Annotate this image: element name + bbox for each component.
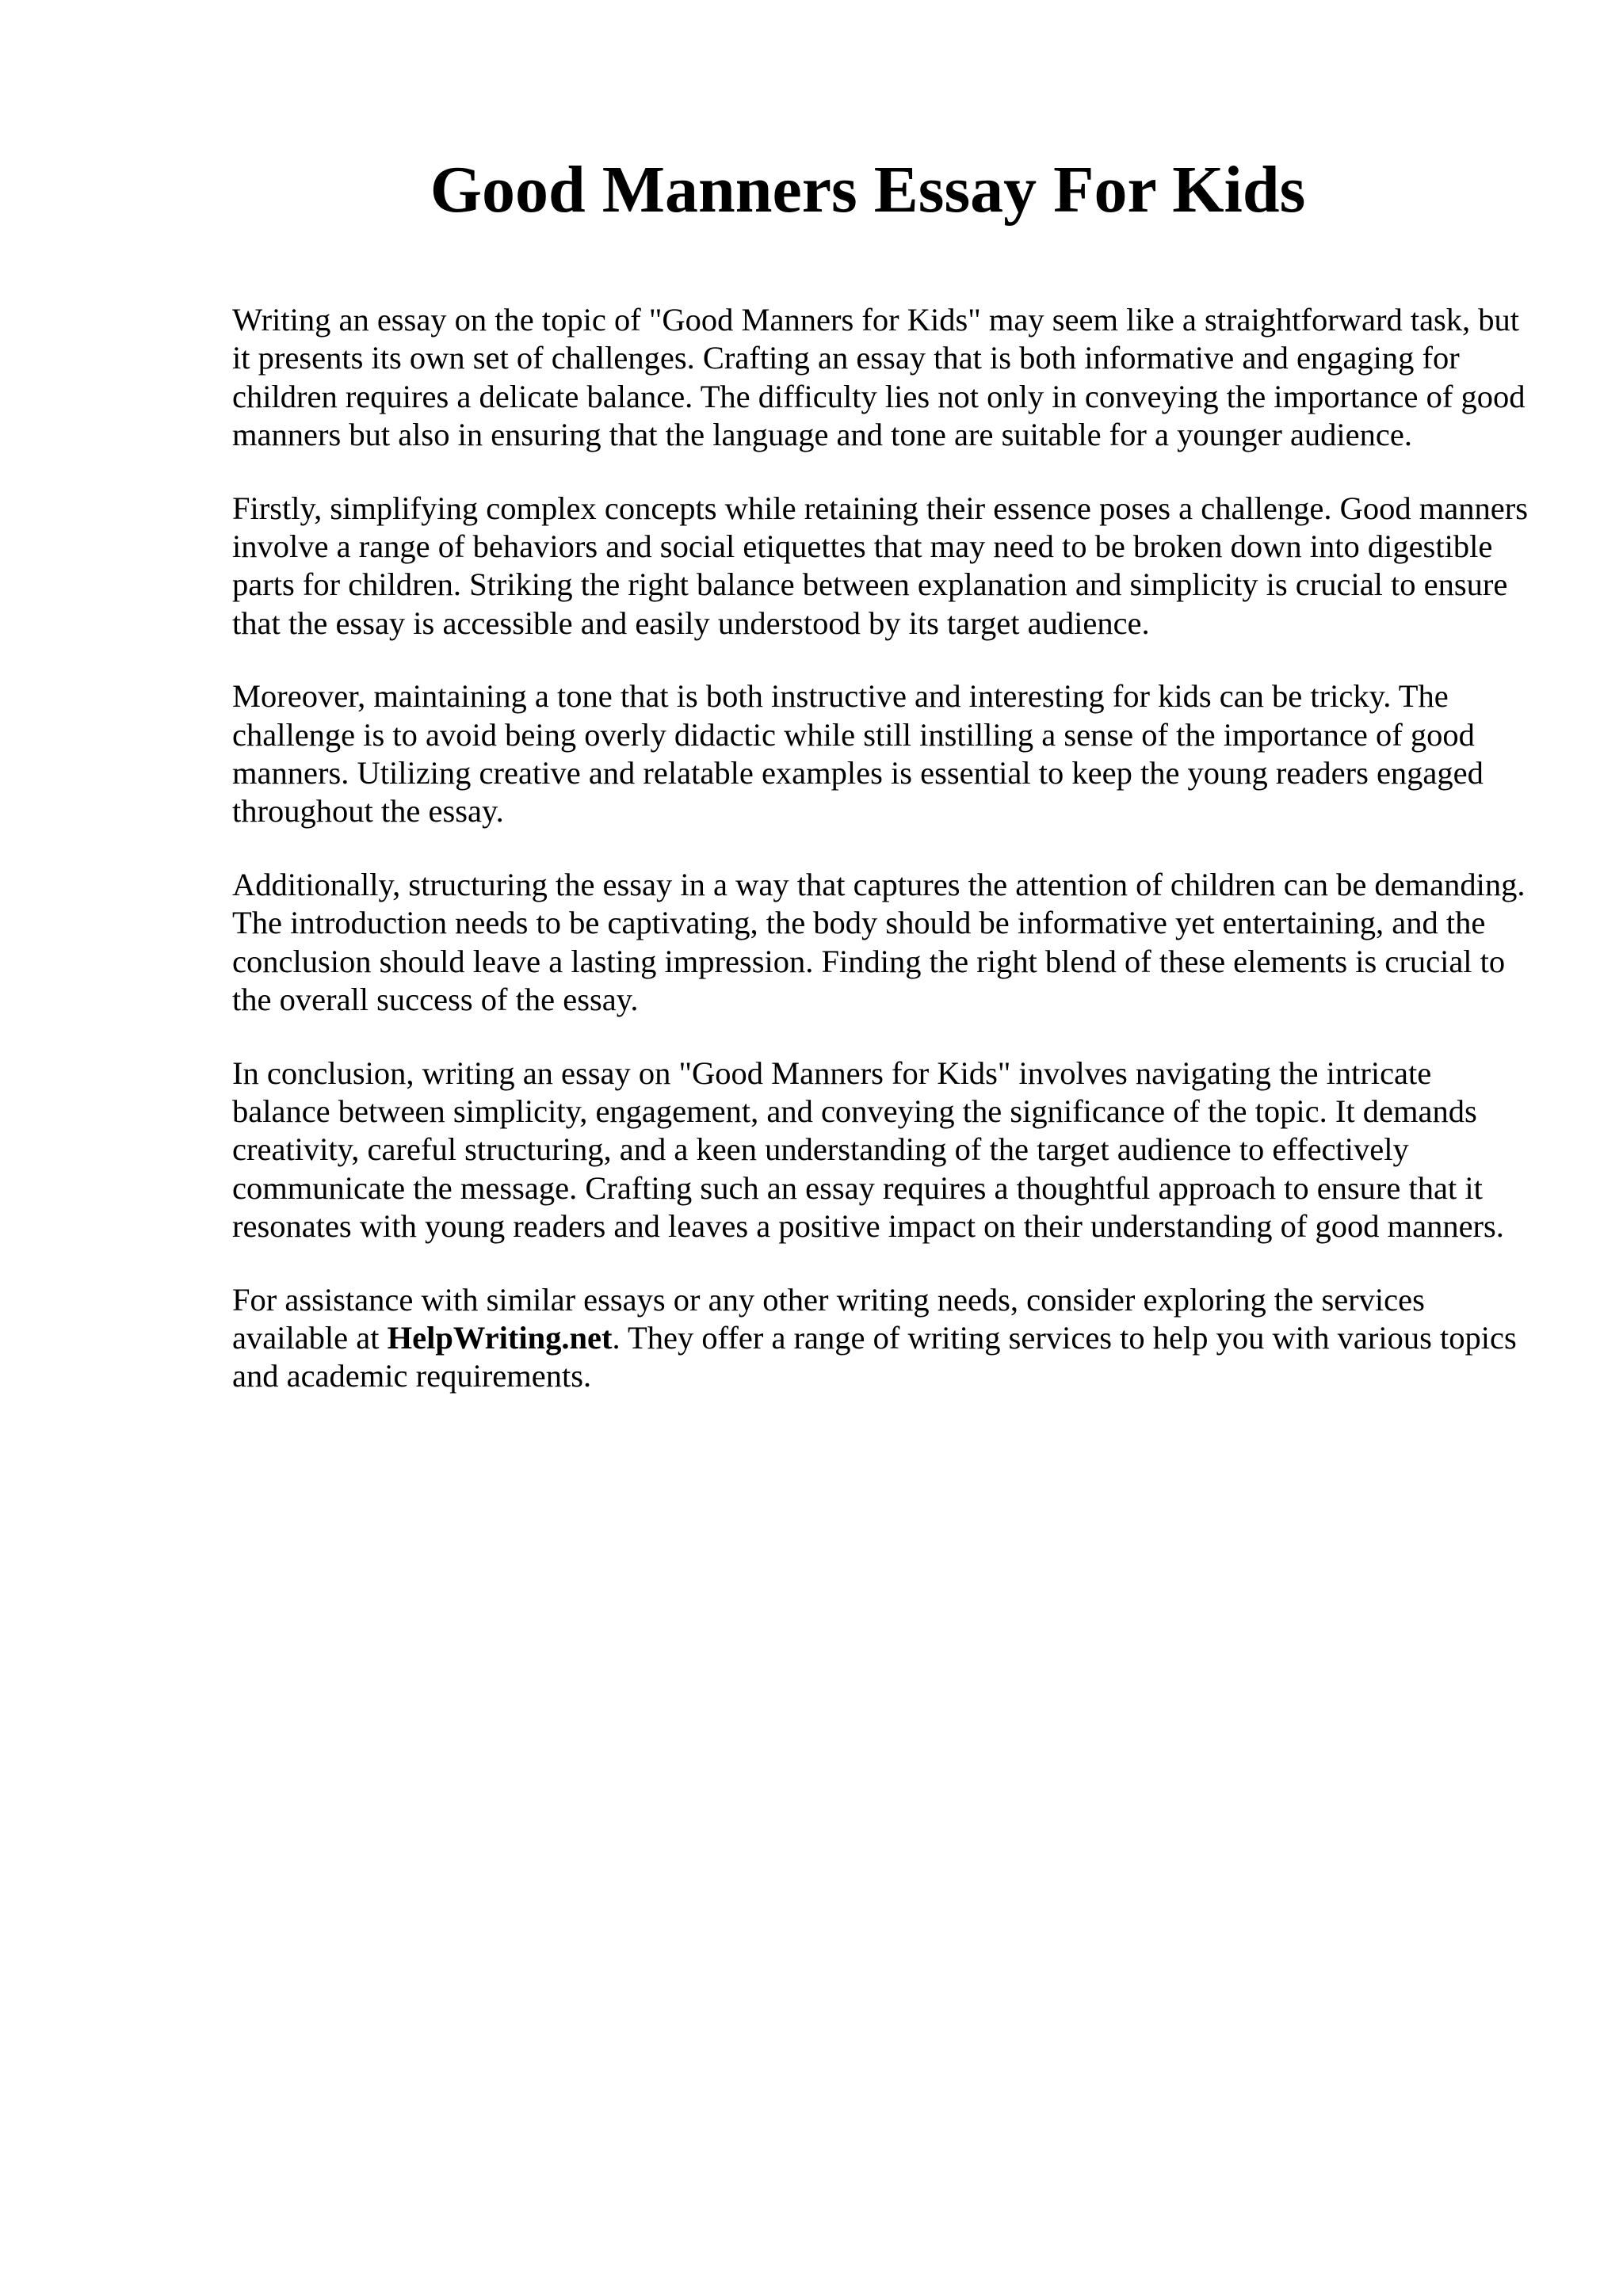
- closing-text-before: For assistance with similar essays or any other writing needs, consider exploring the services available at: [232, 1281, 1425, 1356]
- brand-link[interactable]: HelpWriting.net: [387, 1319, 613, 1356]
- paragraph-structure: Additionally, structuring the essay in a way that captures the attention of children can be demanding. The introduction needs to be captivating, the body should be informative yet entertaining, and the conclusion should leave a lasting impression. Finding the right blend of these elements is crucial to the overall success of the essay.: [232, 866, 1526, 1018]
- document-title: Good Manners Essay For Kids: [430, 153, 1306, 227]
- closing-text-after: . They offer a range of writing services to help you with various topics and academic requirements.: [232, 1319, 1517, 1394]
- paragraph-tone: Moreover, maintaining a tone that is both instructive and interesting for kids can be tricky. The challenge is to avoid being overly didactic while still instilling a sense of the importance of good manners. Utilizing creative and relatable examples is essential to keep the young readers engaged throughout the essay.: [232, 678, 1484, 830]
- paragraph-intro: Writing an essay on the topic of "Good Manners for Kids" may seem like a straightforward task, but it presents its own set of challenges. Crafting an essay that is both informative and engaging for children requires a delicate balance. The difficulty lies not only in conveying the importance of good manners but also in ensuring that the language and tone are suitable for a younger audience.: [232, 302, 1526, 453]
- paragraph-closing: [232, 1281, 1532, 1396]
- paragraph-simplifying: Firstly, simplifying complex concepts while retaining their essence poses a challenge. Good manners involve a range of behaviors and social etiquettes that may need to be broken down into digestible parts for children. Striking the right balance between explanation and simplicity is crucial to ensure that the essay is accessible and easily understood by its target audience.: [232, 490, 1528, 641]
- paragraph-conclusion: In conclusion, writing an essay on "Good Manners for Kids" involves navigating the intricate balance between simplicity, engagement, and conveying the significance of the topic. It demands creativity, careful structuring, and a keen understanding of the target audience to effectively communicate the message. Crafting such an essay requires a thoughtful approach to ensure that it resonates with young readers and leaves a positive impact on their understanding of good manners.: [232, 1055, 1504, 1245]
- document-body: [232, 301, 1532, 1431]
